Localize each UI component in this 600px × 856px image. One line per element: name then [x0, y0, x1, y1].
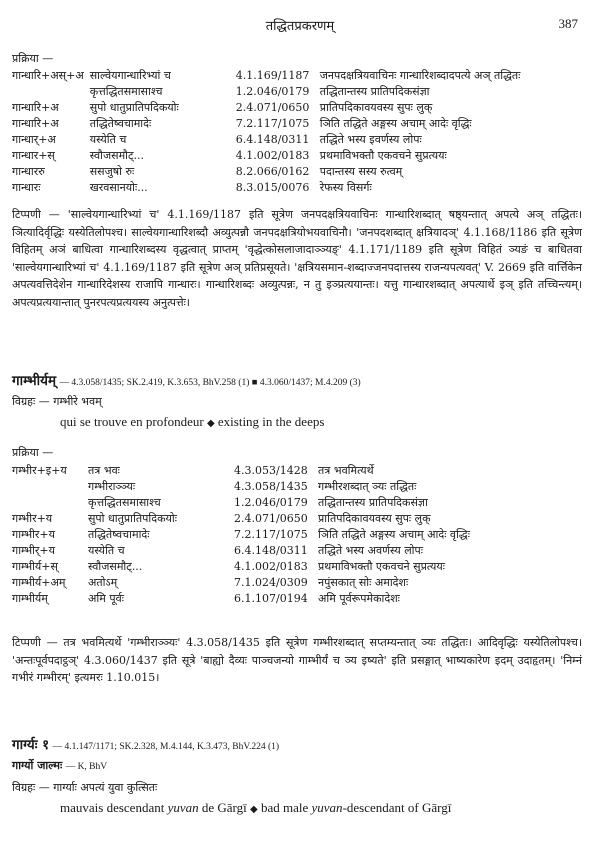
- gloss-french-rest: de Gārgī: [201, 800, 247, 815]
- sutra-number-cell: 4.1.002/0183: [234, 560, 308, 573]
- vigraha-label: विग्रहः —: [12, 781, 50, 794]
- explanation-cell: ञिति तद्धिते अङ्गस्य अचाम् आदेः वृद्धिः: [318, 528, 470, 541]
- sutra-number-cell: 4.1.002/0183: [235, 149, 310, 162]
- form-cell: गम्भीर+इ+य: [12, 464, 67, 477]
- sutra-cell: साल्वेयगान्धारिभ्यां च: [89, 69, 171, 82]
- vigraha-text: गार्ग्याः अपत्यं युवा कुत्सितः: [53, 781, 158, 794]
- prakriya-row: [12, 148, 526, 164]
- explanation-cell: तद्धिते भस्य इवर्णस्य लोपः: [319, 133, 422, 146]
- sutra-cell: तद्धितेष्वचामादेः: [89, 117, 152, 130]
- entry-references: — 4.3.058/1435; SK.2.419, K.3.653, BhV.258 (1) ■ 4.3.060/1437; M.4.209 (3): [59, 378, 361, 388]
- explanation-cell: प्रथमाविभक्तौ एकवचने सुप्रत्ययः: [318, 560, 446, 573]
- explanation-cell: अमि पूर्वरूपमेकादेशः: [318, 592, 400, 605]
- prakriya-row: [12, 495, 476, 511]
- entry-heading: [12, 738, 582, 755]
- commentary-note: टिप्पणी — तत्र भवमित्यर्थे 'गम्भीराञ्ञ्यः' 4.3.058/1435 इति सूत्रेण गम्भीरशब्दात् सप्तम्यन्तात् ञ्यः तद्धितः। आदिवृद्धिः यस्येतिलोपश्च। 'अन्तःपूर्वपदाट्ठञ्' 4.3.060/1437 इति सूत्रे 'बाह्यो दैव्यः पाञ्चजन्यो गाम्भीर्यं च ञ्य इष्यते' इति प्रसङ्गात् भाष्यकारेण इदम् उदाहृतम्। 'निम्नं गभीरं गम्भीरम्' इत्यमरः 1.10.015।: [12, 636, 582, 684]
- explanation-cell: पदान्तस्य सस्य रुत्वम्: [319, 165, 403, 178]
- sutra-cell: स्वौजसमौट्...: [88, 560, 143, 573]
- explanation-cell: जनपदक्षत्रियवाचिनः गान्धारिशब्दादपत्ये अञ् तद्धितः: [319, 69, 521, 82]
- headword: गार्ग्यः १: [12, 737, 50, 753]
- form-cell: गाम्भीर्य+अम्: [12, 576, 66, 589]
- vigraha-text: गम्भीरे भवम्: [53, 395, 102, 408]
- sutra-number-cell: 7.1.024/0309: [234, 576, 308, 589]
- prakriya-row: [12, 527, 476, 543]
- sutra-cell: अमि पूर्वः: [88, 592, 124, 605]
- commentary-note: टिप्पणी — 'साल्वेयगान्धारिभ्यां च' 4.1.169/1187 इति सूत्रेण जनपदक्षत्रियवाचिनः गान्धारिशब्दात् षष्ठ्यन्तात् अपत्ये अञ् तद्धितः। ञित्यादिर्वृद्धिः यस्येतिलोपश्च। साल्वेयगान्धारिशब्दौ अव्युत्पन्नौ जनपदक्षत्रियोभयवाचिनौ। 'जनपदशब्दात् क्षत्रियादञ्' 4.1.168/1186 इति सूत्रेण विहितम् अञं बाधित्वा गान्धारिशब्दस्य वृद्धत्वात् प्राप्तम् 'वृद्धेत्कोसलाजादाञ्ञ्यङ्' 4.1.171/1189 इति सूत्रेण विहितं ञ्यङं च बाधितवा 'साल्वेयगान्धारिभ्यां च' 4.1.169/1187 इति सूत्रेण अञ् प्रतिप्रसूयते। 'क्षत्रियसमान-शब्दाज्जनपदात्तस्य राजन्यपत्यवत्' V. 2669 इति वार्त्तिकेन अपत्यवत्तिदेशेन गान्धारिदेशस्य राजापि गान्धारः। गान्धारिशब्दः अव्युत्पन्नः, न तु इञ्प्रत्ययान्तः। यत्तु गान्धारशब्दात् अपत्यार्थे इञ् इति तच्चिन्त्यम्। अपत्यप्रत्ययान्तात् पुनरपत्यप्रत्ययस्य अनुत्पत्तेः।: [12, 208, 582, 309]
- page-number: 387: [558, 16, 578, 31]
- sutra-cell: कृत्तद्धितसमासाश्च: [89, 85, 163, 98]
- sutra-number-cell: 8.3.015/0076: [235, 181, 310, 194]
- entry-references: — 4.1.147/1171; SK.2.328, M.4.144, K.3.473, BhV.224 (1): [52, 742, 280, 752]
- sutra-number-cell: 4.3.058/1435: [234, 480, 308, 493]
- gloss-french: qui se trouve en profondeur: [60, 414, 204, 429]
- sutra-number-cell: 8.2.066/0162: [235, 165, 310, 178]
- explanation-cell: प्रातिपदिकावयवस्य सुपः लुक्: [318, 512, 431, 525]
- explanation-cell: तद्धिते भस्य अवर्णस्य लोपः: [318, 544, 423, 557]
- headword: गाम्भीर्यम्: [12, 373, 57, 389]
- vigraha-line: [12, 394, 582, 409]
- sutra-number-cell: 2.4.071/0650: [235, 101, 310, 114]
- sutra-number-cell: 7.2.117/1075: [234, 528, 308, 541]
- gloss-english: existing in the deeps: [217, 414, 325, 429]
- prakriya-row: [12, 68, 526, 84]
- sutra-cell: कृत्तद्धितसमासाश्च: [88, 496, 161, 509]
- sutra-number-cell: 6.1.107/0194: [234, 592, 308, 605]
- gloss-english-term: yuvan: [311, 800, 343, 815]
- gloss-line: [60, 414, 600, 430]
- sub-entry-heading: [12, 758, 582, 775]
- sutra-cell: अतोऽम्: [88, 576, 118, 589]
- prakriya-table: [12, 463, 476, 607]
- sutra-cell: स्वौजसमौट्...: [89, 149, 145, 162]
- sub-headword: गार्ग्यो जाल्मः: [12, 759, 63, 772]
- sutra-cell: गम्भीराञ्ञ्यः: [88, 480, 136, 493]
- sub-entry-references: — K, BhV: [65, 762, 108, 772]
- gloss-line: [60, 800, 600, 816]
- form-cell: [12, 495, 88, 511]
- form-cell: गान्धारः: [12, 181, 41, 194]
- diamond-separator-icon: ◆: [206, 418, 215, 429]
- entry-heading: [12, 374, 582, 391]
- sutra-number-cell: 2.4.071/0650: [234, 512, 308, 525]
- prakriya-row: [12, 591, 476, 607]
- form-cell: गान्धार्+अ: [12, 133, 56, 146]
- prakriya-row: [12, 463, 476, 479]
- derivation-table-2: [12, 463, 582, 607]
- gloss-english-rest: -descendant of Gārgī: [342, 800, 452, 815]
- sutra-cell: यस्येति च: [88, 544, 125, 557]
- sutra-cell: सुपो धातुप्रातिपदिकयोः: [89, 101, 179, 114]
- explanation-cell: तद्धितान्तस्य प्रातिपदिकसंज्ञा: [319, 85, 430, 98]
- form-cell: गाम्भीर+य: [12, 528, 56, 541]
- diamond-separator-icon: ◆: [250, 804, 258, 815]
- prakriya-table: [12, 68, 526, 196]
- form-cell: गान्धारि+अस्+अ: [12, 69, 84, 82]
- sutra-cell: यस्येति च: [89, 133, 127, 146]
- form-cell: गम्भीर+य: [12, 512, 53, 525]
- sutra-number-cell: 6.4.148/0311: [235, 133, 310, 146]
- prakriya-row: [12, 543, 476, 559]
- sutra-number-cell: 1.2.046/0179: [235, 85, 310, 98]
- prakriya-row: [12, 559, 476, 575]
- prakriya-label: प्रक्रिया —: [12, 52, 54, 65]
- explanation-cell: रेफस्य विसर्गः: [319, 181, 372, 194]
- vigraha-line: [12, 780, 582, 795]
- form-cell: गाम्भीर्य+स्: [12, 560, 58, 573]
- sutra-cell: तत्र भवः: [88, 464, 120, 477]
- sutra-number-cell: 7.2.117/1075: [235, 117, 310, 130]
- prakriya-label: प्रक्रिया —: [12, 446, 54, 459]
- prakriya-row: [12, 84, 526, 100]
- sutra-cell: ससजुषो रुः: [89, 165, 135, 178]
- sutra-number-cell: 4.1.169/1187: [235, 69, 310, 82]
- prakriya-row: [12, 575, 476, 591]
- explanation-cell: तत्र भवमित्यर्थे: [318, 464, 374, 477]
- form-cell: गान्धाररु: [12, 165, 45, 178]
- gloss-french-term: yuvan: [167, 800, 199, 815]
- running-header: तद्धितप्रकरणम्: [265, 19, 335, 34]
- sutra-number-cell: 6.4.148/0311: [234, 544, 308, 557]
- prakriya-row: [12, 479, 476, 495]
- form-cell: गान्धारि+अ: [12, 101, 59, 114]
- sutra-number-cell: 1.2.046/0179: [234, 496, 308, 509]
- prakriya-row: [12, 164, 526, 180]
- prakriya-row: [12, 180, 526, 196]
- explanation-cell: नपुंसकात् सोः अमादेशः: [318, 576, 409, 589]
- explanation-cell: तद्धितान्तस्य प्रातिपदिकसंज्ञा: [318, 496, 428, 509]
- derivation-table-1: [12, 68, 582, 196]
- form-cell: गान्धारि+अ: [12, 117, 59, 130]
- explanation-cell: प्रातिपदिकावयवस्य सुपः लुक्: [319, 101, 433, 114]
- vigraha-label: विग्रहः —: [12, 395, 50, 408]
- explanation-cell: गम्भीरशब्दात् ञ्यः तद्धितः: [318, 480, 417, 493]
- sutra-cell: तद्धितेष्वचामादेः: [88, 528, 150, 541]
- explanation-cell: ञिति तद्धिते अङ्गस्य अचाम् आदेः वृद्धिः: [319, 117, 472, 130]
- gloss-english: bad male: [260, 800, 309, 815]
- sutra-number-cell: 4.3.053/1428: [234, 464, 308, 477]
- form-cell: गान्धार+स्: [12, 149, 55, 162]
- sutra-cell: खरवसानयोः...: [89, 181, 148, 194]
- prakriya-row: [12, 100, 526, 116]
- sutra-cell: सुपो धातुप्रातिपदिकयोः: [88, 512, 177, 525]
- form-cell: [12, 84, 90, 100]
- explanation-cell: प्रथमाविभक्तौ एकवचने सुप्रत्ययः: [319, 149, 447, 162]
- prakriya-row: [12, 132, 526, 148]
- form-cell: [12, 479, 88, 495]
- form-cell: गाम्भीर्यम्: [12, 592, 48, 605]
- prakriya-row: [12, 116, 526, 132]
- form-cell: गाम्भीर्+य: [12, 544, 56, 557]
- prakriya-row: [12, 511, 476, 527]
- gloss-french: mauvais descendant: [60, 800, 165, 815]
